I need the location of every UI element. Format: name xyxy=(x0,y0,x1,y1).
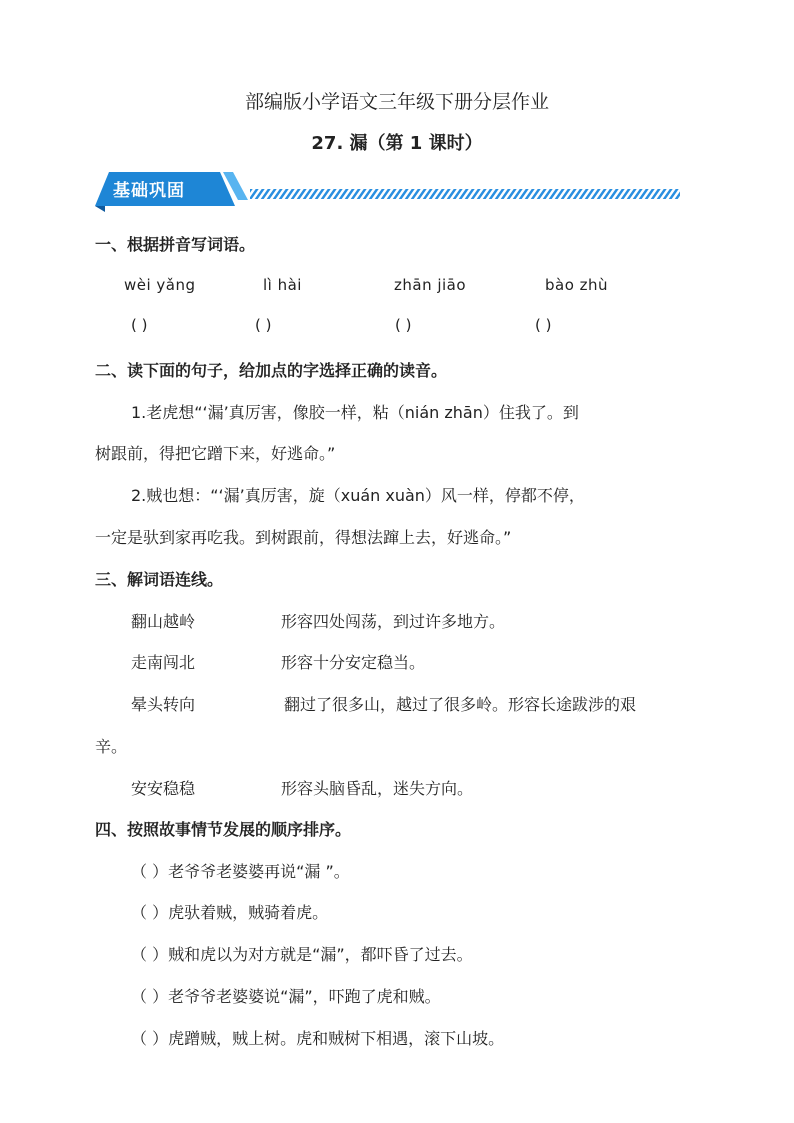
idiom-meaning-4: 形容头脑昏乱，迷失方向。 xyxy=(281,779,474,798)
sentence-2-line-2: 一定是驮到家再吃我。到树跟前，得想法蹿上去，好逃命。” xyxy=(95,528,512,547)
idiom-meaning-1: 形容四处闯荡，到过许多地方。 xyxy=(281,612,506,631)
section-banner xyxy=(95,170,680,212)
sentence-1-line-2: 树跟前，得把它蹭下来，好逃命。” xyxy=(95,444,336,463)
pinyin-2: lì hài xyxy=(263,276,302,294)
idiom-meaning-3: 翻过了很多山，越过了很多岭。形容长途跋涉的艰 xyxy=(284,695,637,714)
idiom-word-4: 安安稳稳 xyxy=(131,779,196,798)
answer-blank-2[interactable]: ( ) xyxy=(255,316,272,334)
answer-blank-4[interactable]: ( ) xyxy=(535,316,552,334)
pinyin-3: zhān jiāo xyxy=(394,276,467,294)
answer-blank-3[interactable]: ( ) xyxy=(395,316,412,334)
idiom-word-1: 翻山越岭 xyxy=(131,612,196,631)
sentence-1-line-1: 1.老虎想“‘漏’真厉害，像胶一样，粘（nián zhān）住我了。到 xyxy=(131,403,579,422)
order-item-1[interactable]: （ ）老爷爷老婆婆再说“漏 ”。 xyxy=(131,862,350,881)
answer-blank-1[interactable]: ( ) xyxy=(131,316,148,334)
order-item-2[interactable]: （ ）虎驮着贼，贼骑着虎。 xyxy=(131,903,329,922)
section3-heading: 三、解词语连线。 xyxy=(95,570,224,589)
order-item-3[interactable]: （ ）贼和虎以为对方就是“漏”，都吓昏了过去。 xyxy=(131,945,473,964)
banner-label: 基础巩固 xyxy=(113,181,185,201)
pinyin-4: bào zhù xyxy=(545,276,609,294)
idiom-meaning-3-cont: 辛。 xyxy=(95,737,128,756)
page-title: 部编版小学语文三年级下册分层作业 xyxy=(244,91,549,113)
pinyin-1: wèi yǎng xyxy=(124,276,196,294)
order-item-4[interactable]: （ ）老爷爷老婆婆说“漏”，吓跑了虎和贼。 xyxy=(131,987,441,1006)
idiom-word-3: 晕头转向 xyxy=(131,695,196,714)
section2-heading: 二、读下面的句子，给加点的字选择正确的读音。 xyxy=(95,361,448,380)
idiom-word-2: 走南闯北 xyxy=(131,653,196,672)
sentence-2-line-1: 2.贼也想：“‘漏’真厉害，旋（xuán xuàn）风一样，停都不停， xyxy=(131,486,585,505)
section1-heading: 一、根据拼音写词语。 xyxy=(95,235,256,254)
lesson-subtitle: 27. 漏（第 1 课时） xyxy=(311,133,483,154)
order-item-5[interactable]: （ ）虎蹭贼，贼上树。虎和贼树下相遇，滚下山坡。 xyxy=(131,1029,505,1048)
idiom-meaning-2: 形容十分安定稳当。 xyxy=(281,653,426,672)
section4-heading: 四、按照故事情节发展的顺序排序。 xyxy=(95,820,352,839)
